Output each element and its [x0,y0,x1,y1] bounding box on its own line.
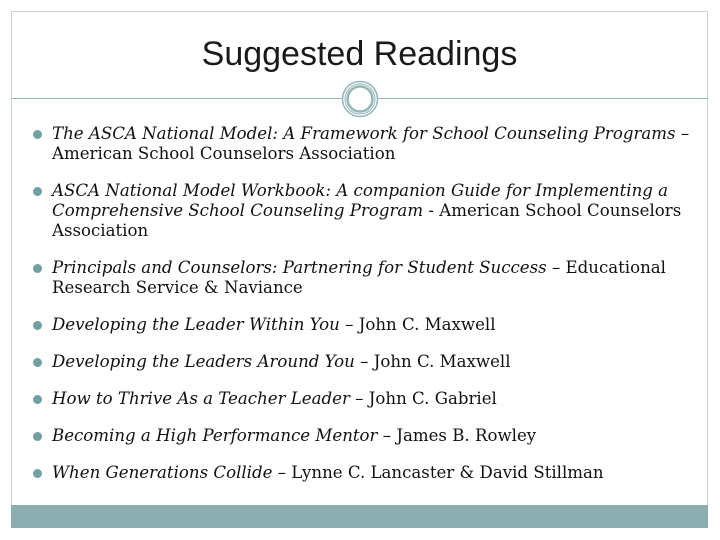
slide-title: Suggested Readings [201,35,518,73]
book-author: – Educational Research Service & Naviance [52,258,666,297]
book-author: – John C. Gabriel [355,389,497,408]
book-author: – Lynne C. Lancaster & David Stillman [277,463,604,482]
list-item [33,124,703,164]
readings-list [33,124,703,500]
bullet-icon [33,469,42,478]
list-item [33,389,703,409]
list-item [33,463,703,483]
book-author: – James B. Rowley [382,426,537,445]
book-title: ASCA National Model Workbook: A companion Guide for Implementing a Comprehensive School Counseling Program [52,181,669,220]
book-title: The ASCA National Model: A Framework for School Counseling Programs [52,124,676,143]
bullet-icon [33,432,42,441]
book-title: Principals and Counselors: Partnering for Student Success [52,258,547,277]
bullet-icon [33,358,42,367]
bullet-icon [33,395,42,404]
circle-ornament-icon [341,80,379,118]
book-title: Becoming a High Performance Mentor [52,426,378,445]
book-author: – John C. Maxwell [345,315,496,334]
footer-bar [11,505,708,528]
list-item [33,426,703,446]
book-author: – John C. Maxwell [360,352,511,371]
book-title: How to Thrive As a Teacher Leader [52,389,350,408]
bullet-icon [33,264,42,273]
bullet-icon [33,130,42,139]
bullet-icon [33,187,42,196]
book-author: - American School Counselors Association [52,201,682,240]
book-author: – American School Counselors Association [52,124,690,163]
bullet-icon [33,321,42,330]
book-title: When Generations Collide [52,463,273,482]
list-item [33,315,703,335]
list-item [33,181,703,241]
book-title: Developing the Leaders Around You [52,352,355,371]
list-item [33,352,703,372]
list-item [33,258,703,298]
book-title: Developing the Leader Within You [52,315,340,334]
